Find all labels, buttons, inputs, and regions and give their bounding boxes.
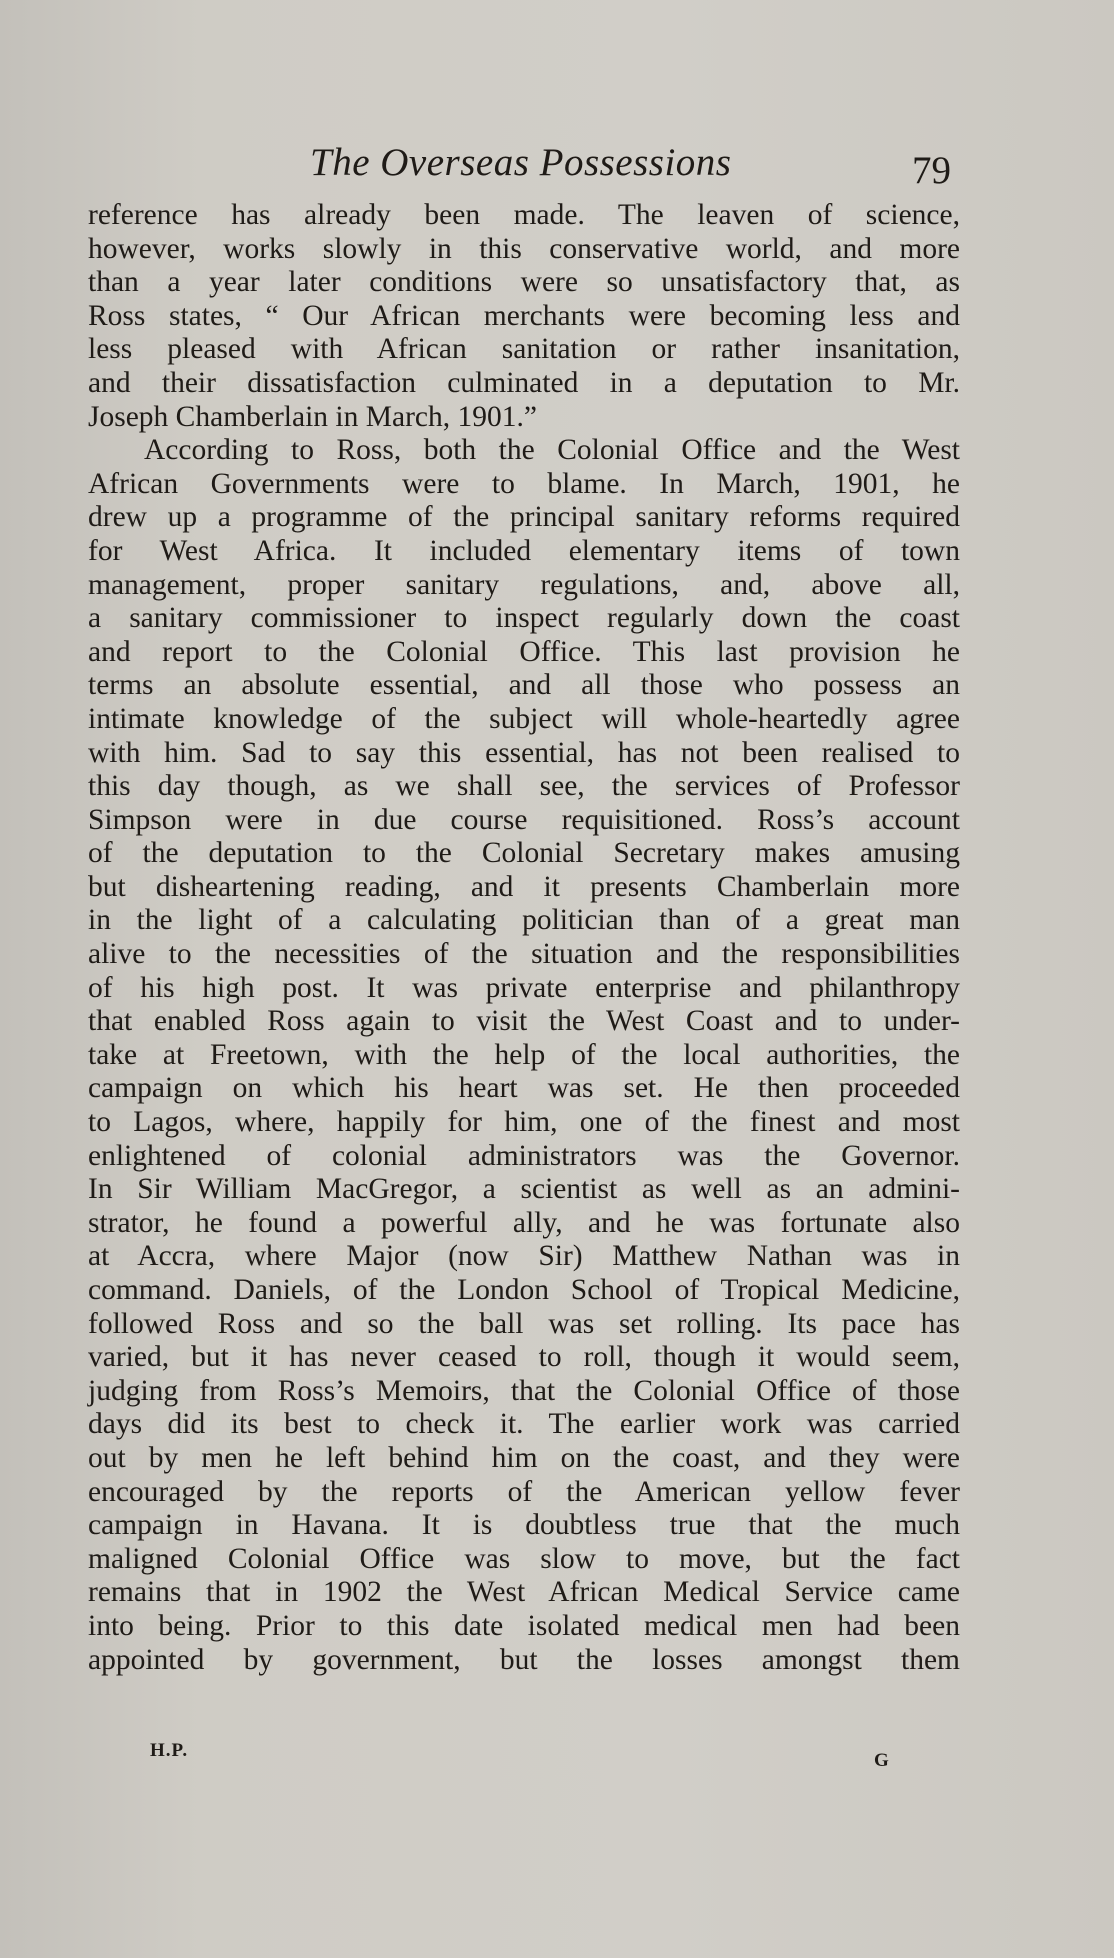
paragraph-start-line: According to Ross, both the Colonial Office and the West [144, 434, 960, 467]
text-line: less pleased with African sanitation or rather insanitation, [88, 333, 960, 366]
text-line: and report to the Colonial Office. This last provision he [88, 635, 960, 668]
text-line: a sanitary commissioner to inspect regularly down the coast [88, 602, 960, 635]
text-line: into being. Prior to this date isolated medical men had been [88, 1609, 960, 1642]
text-line: Joseph Chamberlain in March, 1901.” [88, 400, 537, 433]
text-line: management, proper sanitary regulations, and, above all, [88, 568, 960, 601]
text-line: Simpson were in due course requisitioned. Ross’s account [88, 803, 960, 836]
text-line: out by men he left behind him on the coast, and they were [88, 1441, 960, 1474]
running-head: The Overseas Possessions [310, 141, 732, 184]
text-line: judging from Ross’s Memoirs, that the Colonial Office of those [88, 1374, 960, 1407]
text-line: to Lagos, where, happily for him, one of the finest and most [88, 1106, 960, 1139]
text-line: reference has already been made. The leaven of science, [88, 199, 960, 231]
text-line: days did its best to check it. The earlier work was carried [88, 1408, 960, 1441]
page-header [0, 140, 1114, 200]
text-line: Ross states, “ Our African merchants were becoming less and [88, 299, 960, 332]
text-line: drew up a programme of the principal sanitary reforms required [88, 501, 960, 534]
text-line: strator, he found a powerful ally, and he was fortunate also [88, 1206, 960, 1239]
body-text [88, 199, 960, 1677]
text-line: with him. Sad to say this essential, has not been realised to [88, 736, 960, 769]
text-line: however, works slowly in this conservative world, and more [88, 232, 960, 265]
text-line: followed Ross and so the ball was set rolling. Its pace has [88, 1307, 960, 1340]
text-line: appointed by government, but the losses amongst them [88, 1643, 960, 1676]
text-line: intimate knowledge of the subject will whole-heartedly agree [88, 702, 960, 735]
text-line: for West Africa. It included elementary items of town [88, 534, 960, 567]
text-line: of his high post. It was private enterprise and philanthropy [88, 971, 960, 1004]
signature-mark: H.P. [150, 1740, 189, 1761]
text-line: In Sir William MacGregor, a scientist as well as an admini- [88, 1173, 960, 1206]
text-line: varied, but it has never ceased to roll, though it would seem, [88, 1341, 960, 1374]
text-line: maligned Colonial Office was slow to move, but the fact [88, 1542, 960, 1575]
text-line: this day though, as we shall see, the services of Professor [88, 770, 960, 803]
text-line: alive to the necessities of the situation and the responsibilities [88, 938, 960, 971]
text-line: campaign on which his heart was set. He then proceeded [88, 1072, 960, 1105]
text-line: encouraged by the reports of the American yellow fever [88, 1475, 960, 1508]
text-line: take at Freetown, with the help of the local authorities, the [88, 1038, 960, 1071]
text-line: of the deputation to the Colonial Secretary makes amusing [88, 837, 960, 870]
text-line: remains that in 1902 the West African Medical Service came [88, 1576, 960, 1609]
text-line: in the light of a calculating politician than of a great man [88, 904, 960, 937]
text-line: command. Daniels, of the London School of Tropical Medicine, [88, 1274, 960, 1306]
text-line: but disheartening reading, and it presents Chamberlain more [88, 870, 960, 903]
text-line: campaign in Havana. It is doubtless true that the much [88, 1509, 960, 1542]
text-line: terms an absolute essential, and all those who possess an [88, 669, 960, 702]
text-line: African Governments were to blame. In March, 1901, he [88, 467, 960, 500]
text-line: enlightened of colonial administrators was the Governor. [88, 1139, 960, 1172]
text-line: and their dissatisfaction culminated in a deputation to Mr. [88, 366, 960, 399]
page-number: 79 [912, 149, 951, 192]
text-line: at Accra, where Major (now Sir) Matthew Nathan was in [88, 1240, 960, 1273]
text-line: than a year later conditions were so unsatisfactory that, as [88, 266, 960, 299]
text-line: that enabled Ross again to visit the West Coast and to under- [88, 1005, 960, 1038]
gathering-mark: G [874, 1750, 889, 1771]
